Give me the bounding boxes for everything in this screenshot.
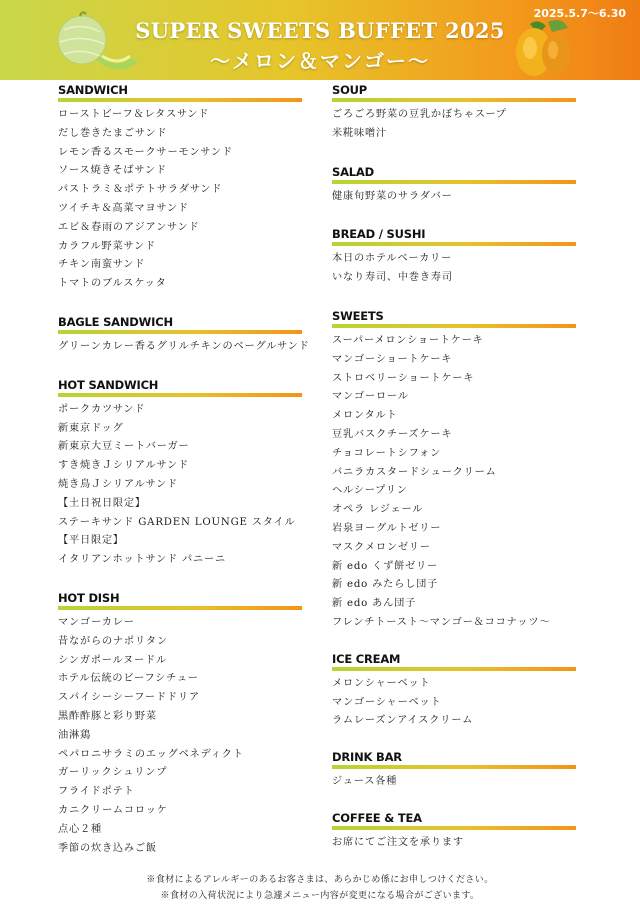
menu-section-sweets — [332, 310, 576, 633]
menu-item: 新東京ドッグ — [58, 422, 124, 434]
header-banner — [0, 0, 640, 80]
menu-item: ごろごろ野菜の豆乳かぼちゃスープ — [332, 109, 507, 120]
menu-item: トマトのブルスケッタ — [58, 278, 167, 290]
menu-item: すき焼きＪシリアルサンド — [58, 460, 189, 472]
allergy-note: ※食材によるアレルギーのあるお客さまは、あらかじめ係にお申しつけください。 — [146, 875, 494, 885]
menu-section-bagle-sandwich — [58, 314, 310, 357]
menu-item: 新東京大豆ミートバーガー — [58, 441, 190, 453]
menu-item: スパイシーシーフードドリア — [58, 692, 200, 704]
menu-item: 米糀味噌汁 — [332, 127, 387, 139]
section-underline — [332, 98, 576, 102]
section-title: SWEETS — [332, 308, 384, 323]
menu-item: マンゴーショートケーキ — [332, 353, 453, 365]
menu-item: ソース焼きそばサンド — [58, 165, 167, 177]
menu-item: ジュース各種 — [332, 776, 398, 788]
menu-item: フレンチトースト〜マンゴー＆ココナッツ〜 — [332, 616, 551, 628]
section-title: SALAD — [332, 164, 374, 179]
menu-item: 点心２種 — [58, 823, 102, 835]
menu-item: だし巻きたまごサンド — [58, 127, 168, 139]
menu-item: ラムレーズンアイスクリーム — [332, 715, 474, 727]
menu-section-coffee-tea — [332, 812, 576, 853]
section-underline — [332, 826, 576, 830]
menu-item: チキン南蛮サンド — [58, 259, 146, 271]
menu-item: 新 edo くず餅ゼリー — [332, 560, 439, 572]
menu-item: バニラカスタードシュークリーム — [332, 466, 497, 478]
menu-item: ペパロニサラミのエッグベネディクト — [58, 748, 244, 760]
page-title: SUPER SWEETS BUFFET 2025 — [135, 18, 505, 43]
mango-illustration — [508, 18, 580, 80]
section-title: SANDWICH — [58, 83, 128, 97]
menu-item: ヘルシープリン — [332, 485, 408, 497]
menu-item: マスクメロンゼリー — [332, 541, 431, 553]
right-column — [332, 84, 576, 853]
menu-section-hot-sandwich — [58, 379, 302, 570]
menu-change-note: ※食材の入荷状況により急遽メニュー内容が変更になる場合がございます。 — [160, 891, 480, 901]
menu-item: シンガポールヌードル — [58, 654, 168, 666]
menu-item: マンゴーロール — [332, 391, 409, 403]
section-title: SOUP — [332, 83, 368, 97]
section-underline — [332, 242, 576, 246]
page-subtitle: 〜メロン＆マンゴー〜 — [210, 49, 430, 73]
menu-item: いなり寿司、中巻き寿司 — [332, 272, 453, 284]
menu-item: 昔ながらのナポリタン — [58, 635, 168, 647]
menu-section-sandwich — [58, 84, 302, 294]
menu-item: 黒酢酢豚と彩り野菜 — [58, 710, 157, 722]
event-dates: 2025.5.7〜6.30 — [533, 7, 626, 20]
menu-item: レモン香るスモークサーモンサンド — [58, 146, 233, 158]
menu-item: 岩泉ヨーグルトゼリー — [332, 522, 442, 534]
section-underline — [332, 180, 576, 184]
section-underline — [332, 765, 576, 769]
menu-item: メロンタルト — [332, 410, 398, 422]
menu-item: 油淋鶏 — [58, 729, 91, 741]
menu-section-ice-cream — [332, 653, 576, 731]
menu-item: スーパーメロンショートケーキ — [332, 334, 484, 346]
section-title: HOT DISH — [58, 590, 120, 605]
menu-item: ステーキサンド GARDEN LOUNGE スタイル — [58, 516, 296, 528]
menu-item: お席にてご注文を承ります — [332, 836, 464, 848]
section-underline — [332, 667, 576, 671]
menu-item: カニクリームコロッケ — [58, 804, 168, 816]
menu-item: 本日のホテルベーカリー — [332, 253, 453, 265]
menu-item: ローストビーフ＆レタスサンド — [58, 109, 210, 120]
section-underline — [58, 606, 302, 610]
menu-item: イタリアンホットサンド パニーニ — [58, 554, 226, 566]
menu-section-bread-sushi — [332, 228, 576, 288]
menu-section-hot-dish — [58, 592, 302, 858]
menu-item: 新 edo あん団子 — [332, 598, 417, 610]
section-underline — [332, 324, 576, 328]
section-underline — [58, 98, 302, 102]
section-title: COFFEE & TEA — [332, 810, 422, 825]
menu-item: マンゴーカレー — [58, 616, 135, 628]
section-title: HOT SANDWICH — [58, 377, 159, 392]
menu-item: マンゴーシャーベット — [332, 696, 442, 708]
menu-section-drink-bar — [332, 751, 576, 792]
menu-section-salad — [332, 166, 576, 207]
menu-item: ポークカツサンド — [58, 403, 146, 415]
section-underline — [58, 393, 302, 397]
section-title: DRINK BAR — [332, 750, 402, 765]
menu-item: グリーンカレー香るグリルチキンのベーグルサンド — [58, 340, 310, 352]
menu-item: ホテル伝統のビーフシチュー — [58, 673, 199, 685]
menu-item: 【平日限定】 — [58, 535, 124, 547]
menu-item: チョコレートシフォン — [332, 447, 442, 459]
menu-item: 豆乳バスクチーズケーキ — [332, 428, 453, 440]
menu-item: エビ＆春雨のアジアンサンド — [58, 221, 200, 233]
menu-item: ストロベリーショートケーキ — [332, 372, 475, 384]
menu-item: 新 edo みたらし団子 — [332, 579, 439, 591]
menu-section-soup — [332, 84, 576, 144]
menu-item: パストラミ＆ポテトサラダサンド — [58, 184, 223, 196]
menu-item: 【土日祝日限定】 — [58, 497, 146, 509]
menu-item: メロンシャーベット — [332, 677, 431, 689]
section-title: BREAD / SUSHI — [332, 227, 426, 242]
section-title: ICE CREAM — [332, 651, 401, 666]
menu-item: ガーリックシュリンプ — [58, 767, 168, 779]
menu-item: 季節の炊き込みご飯 — [58, 842, 157, 854]
section-title: BAGLE SANDWICH — [58, 314, 173, 329]
section-underline — [58, 330, 302, 334]
menu-item: 健康旬野菜のサラダバー — [332, 190, 453, 202]
menu-item: 焼き鳥Ｊシリアルサンド — [58, 478, 178, 490]
left-column — [58, 83, 310, 858]
menu-item: オペラ レジェール — [332, 504, 424, 516]
menu-item: フライドポテト — [58, 786, 135, 798]
menu-item: カラフル野菜サンド — [58, 240, 156, 252]
menu-item: ツイチキ＆高菜マヨサンド — [58, 202, 189, 214]
